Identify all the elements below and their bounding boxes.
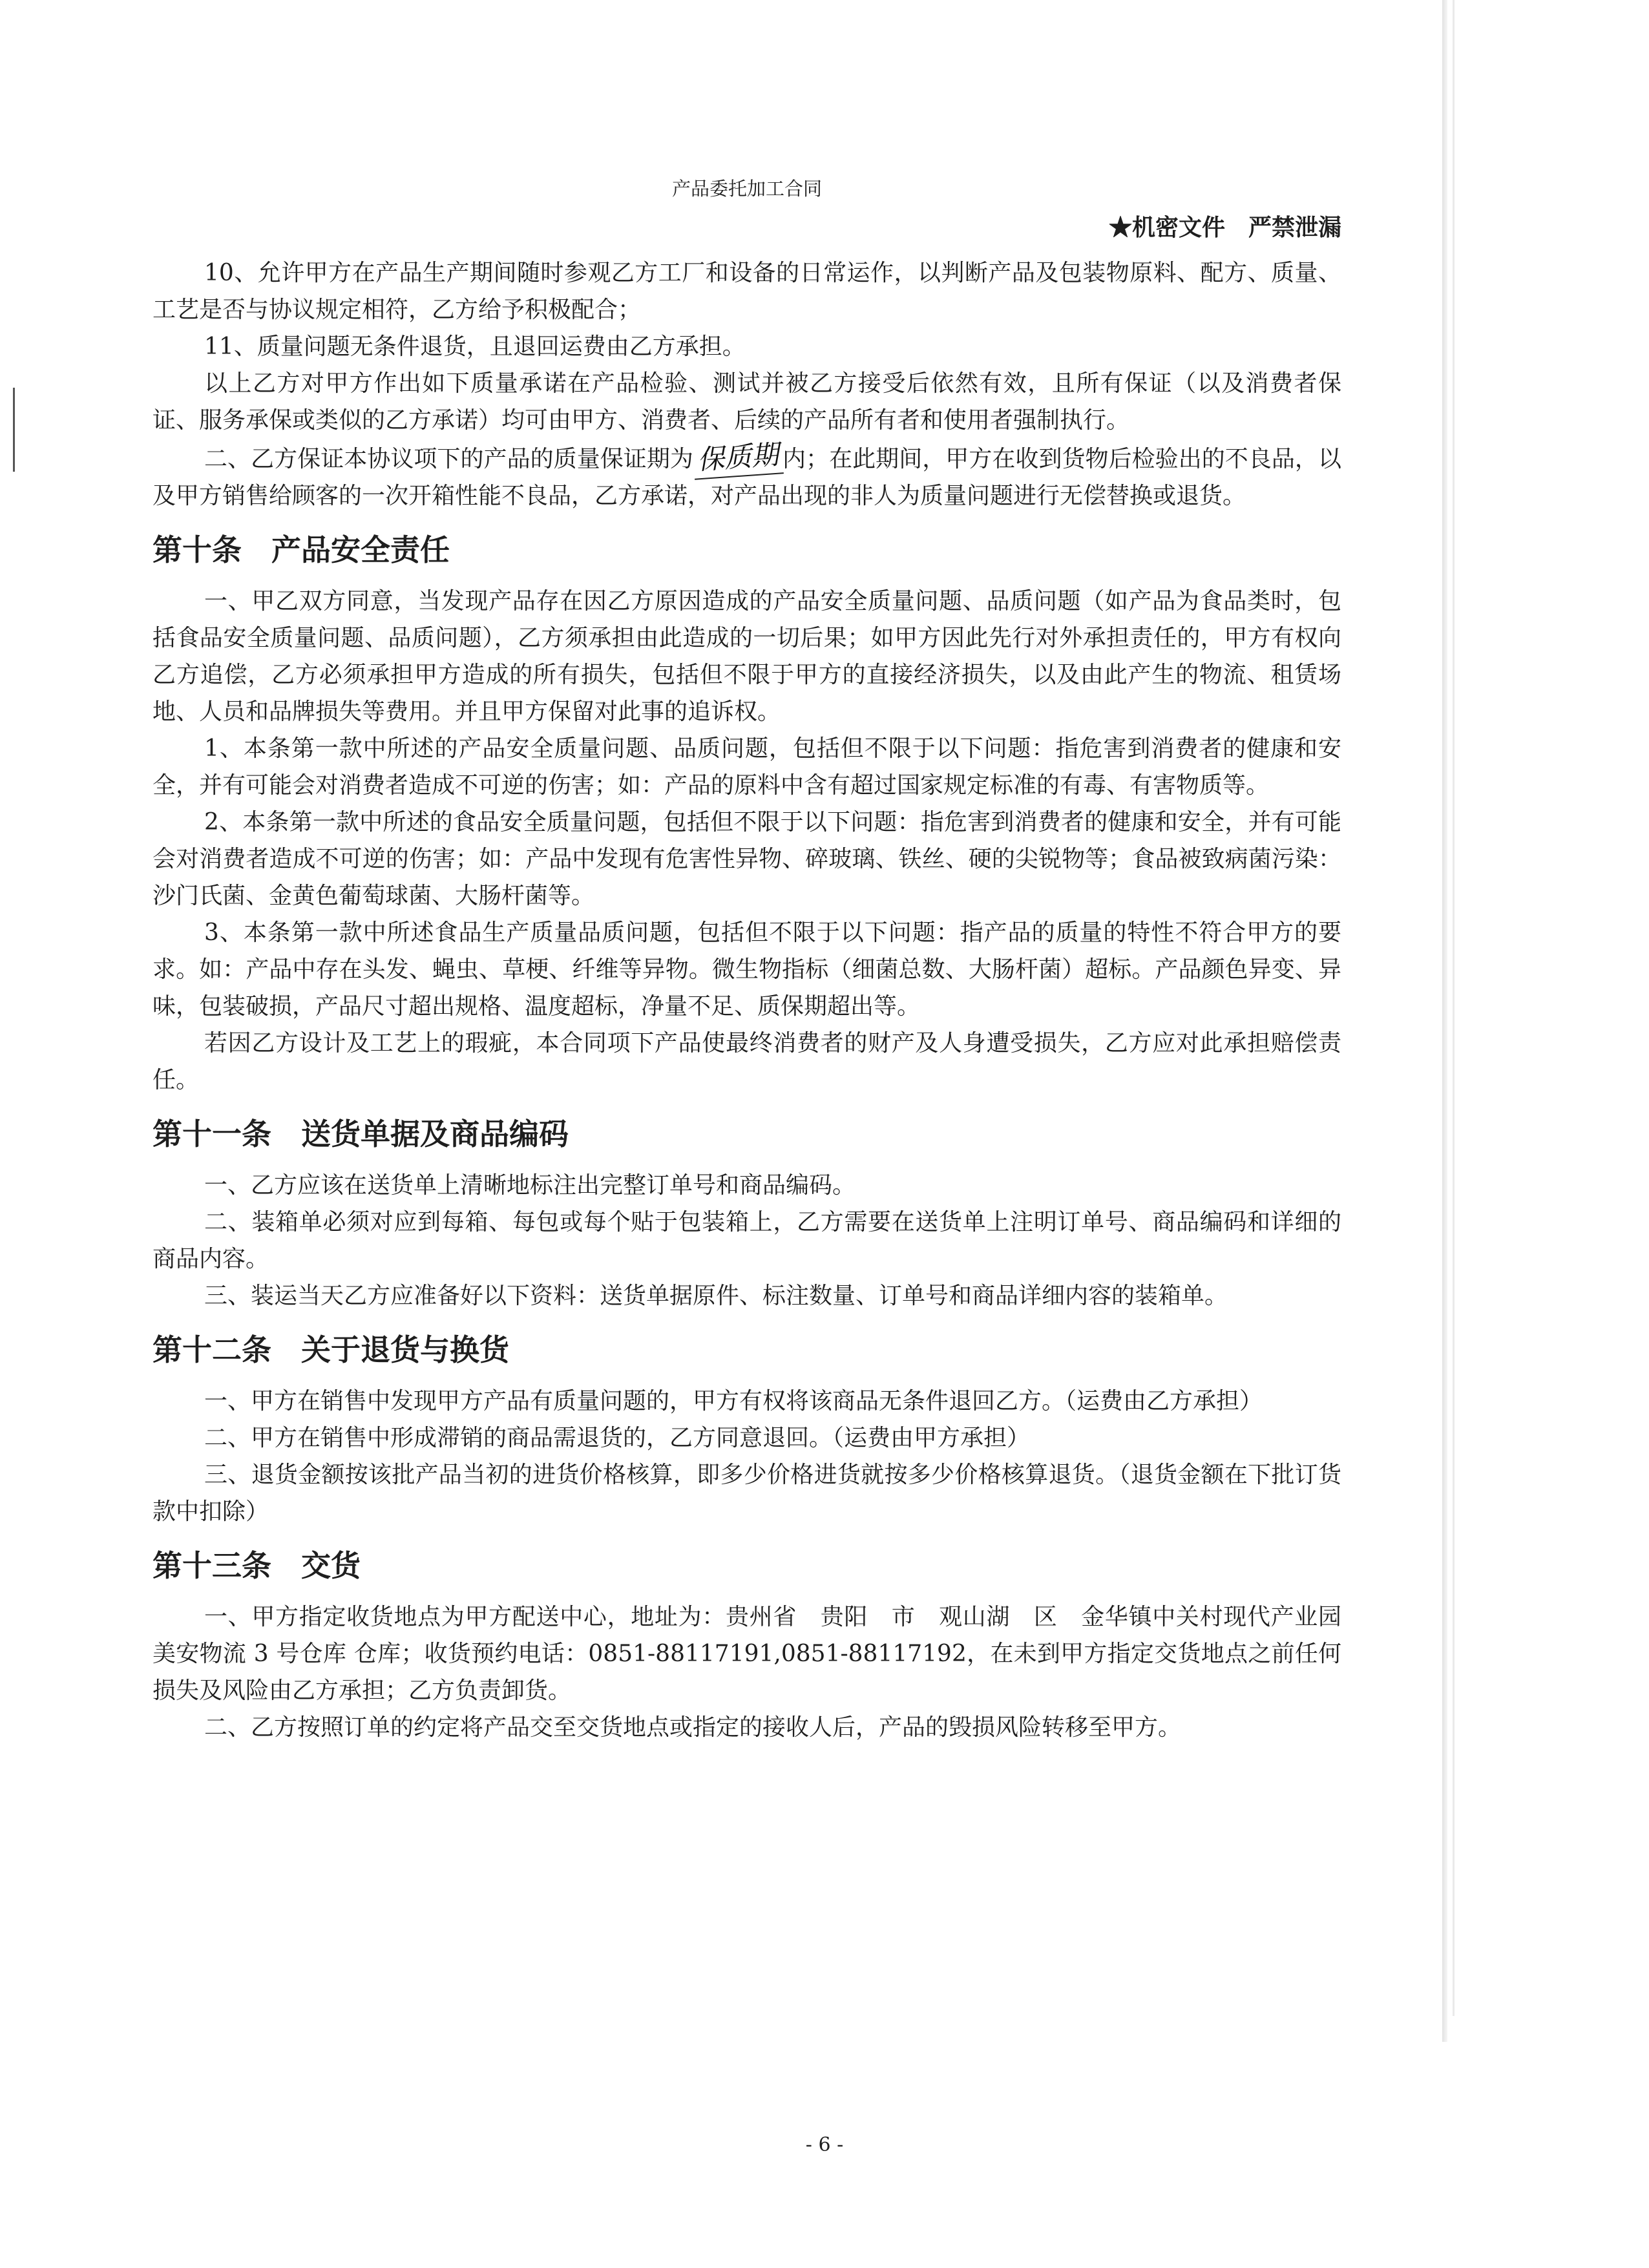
article-10-paragraph-3: 2、本条第一款中所述的食品安全质量问题，包括但不限于以下问题：指危害到消费者的健康和安全，并有可能会对消费者造成不可逆的伤害；如：产品中发现有危害性异物、碎玻璃、铁丝、硬的尖锐物等；食品被致病菌污染：沙门氏菌、金黄色葡萄球菌、大肠杆菌等。 [152, 809, 1341, 909]
article-12-paragraph-1: 一、甲方在销售中发现甲方产品有质量问题的，甲方有权将该商品无条件退回乙方。（运费由乙方承担） [204, 1388, 1263, 1414]
article-10-heading: 第十条 产品安全责任 [152, 532, 450, 567]
scan-page-edge-inner [1453, 0, 1455, 2016]
clause-11-paragraph: 11、质量问题无条件退货，且退回运费由乙方承担。 [204, 333, 746, 360]
article-12-paragraph-3: 三、退货金额按该批产品当初的进货价格核算，即多少价格进货就按多少价格核算退货。（退货金额在下批订货款中扣除） [152, 1462, 1341, 1525]
article-13-heading: 第十三条 交货 [152, 1548, 361, 1583]
article-11-paragraph-1: 一、乙方应该在送货单上清晰地标注出完整订单号和商品编码。 [204, 1172, 856, 1199]
article-13-paragraph-1: 一、甲方指定收货地点为甲方配送中心，地址为：贵州省 贵阳 市 观山湖 区 金华镇中关村现代产业园美安物流 3 号仓库 仓库；收货预约电话：0851-88117191,0851-88117192，在未到甲方指定交货地点之前任何损失及风险由乙方承担；乙方负责卸货。 [152, 1604, 1341, 1704]
warranty-text-after: 内；在此期间，甲方在收到货物后检验出的不良品，以及甲方销售给顾客的一次开箱性能不良品，乙方承诺，对产品出现的非人为质量问题进行无偿替换或退货。 [152, 446, 1341, 509]
article-10-paragraph-2: 1、本条第一款中所述的产品安全质量问题、品质问题，包括但不限于以下问题：指危害到消费者的健康和安全，并有可能会对消费者造成不可逆的伤害；如：产品的原料中含有超过国家规定标准的有毒、有害物质等。 [152, 735, 1341, 799]
article-10-paragraph-5: 若因乙方设计及工艺上的瑕疵，本合同项下产品使最终消费者的财产及人身遭受损失，乙方应对此承担赔偿责任。 [152, 1030, 1341, 1093]
article-11-paragraph-2: 二、装箱单必须对应到每箱、每包或每个贴于包装箱上，乙方需要在送货单上注明订单号、商品编码和详细的商品内容。 [152, 1209, 1341, 1272]
article-12-heading: 第十二条 关于退货与换货 [152, 1332, 509, 1367]
document-body [152, 174, 1341, 1746]
scan-page-edge [1442, 0, 1447, 2042]
article-12-paragraph-2: 二、甲方在销售中形成滞销的商品需退货的，乙方同意退回。（运费由甲方承担） [204, 1425, 1031, 1451]
scan-margin-mark [13, 388, 15, 472]
article-10-paragraph-4: 3、本条第一款中所述食品生产质量品质问题，包括但不限于以下问题：指产品的质量的特性不符合甲方的要求。如：产品中存在头发、蝇虫、草梗、纤维等异物。微生物指标（细菌总数、大肠杆菌）超标。产品颜色异变、异味，包装破损，产品尺寸超出规格、温度超标，净量不足、质保期超出等。 [152, 919, 1341, 1020]
article-11-paragraph-3: 三、装运当天乙方应准备好以下资料：送货单据原件、标注数量、订单号和商品详细内容的装箱单。 [204, 1283, 1228, 1309]
handwritten-warranty-period: 保质期 [692, 436, 784, 479]
confidential-mark: ★机密文件 严禁泄漏 [1108, 214, 1341, 241]
article-10-paragraph-1: 一、甲乙双方同意，当发现产品存在因乙方原因造成的产品安全质量问题、品质问题（如产品为食品类时，包括食品安全质量问题、品质问题），乙方须承担由此造成的一切后果；如甲方因此先行对外承担责任的，甲方有权向乙方追偿，乙方必须承担甲方造成的所有损失，包括但不限于甲方的直接经济损失，以及由此产生的物流、租赁场地、人员和品牌损失等费用。并且甲方保留对此事的追诉权。 [152, 588, 1341, 725]
article-11-heading: 第十一条 送货单据及商品编码 [152, 1117, 569, 1151]
warranty-paragraph [152, 439, 1341, 514]
warranty-text-before: 二、乙方保证本协议项下的产品的质量保证期为 [204, 446, 693, 472]
clause-10-paragraph: 10、允许甲方在产品生产期间随时参观乙方工厂和设备的日常运作，以判断产品及包装物原料、配方、质量、工艺是否与协议规定相符，乙方给予积极配合； [152, 260, 1341, 323]
document-header: 产品委托加工合同 [671, 178, 822, 200]
quality-commitment-paragraph: 以上乙方对甲方作出如下质量承诺在产品检验、测试并被乙方接受后依然有效，且所有保证（以及消费者保证、服务承保或类似的乙方承诺）均可由甲方、消费者、后续的产品所有者和使用者强制执行。 [152, 370, 1341, 434]
page-number: - 6 - [805, 2134, 844, 2156]
article-13-paragraph-2: 二、乙方按照订单的约定将产品交至交货地点或指定的接收人后，产品的毁损风险转移至甲方。 [204, 1714, 1182, 1741]
